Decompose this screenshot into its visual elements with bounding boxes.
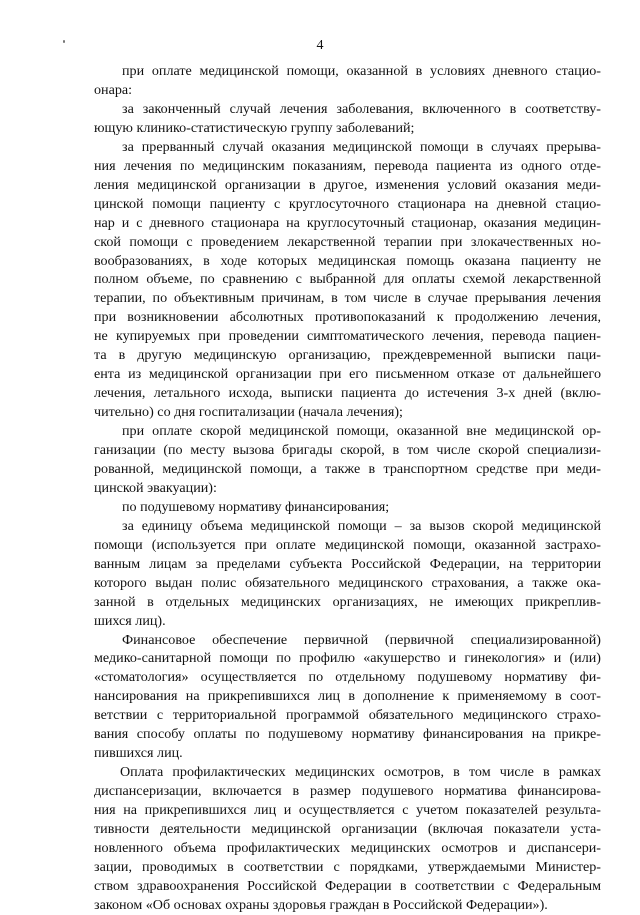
text-line: ветствии с территориальной программой обязательного медицинского страхо- bbox=[94, 707, 601, 724]
text-line: ской помощи с проведением лекарственной терапии при злокачественных но- bbox=[94, 233, 601, 250]
text-line: тивности деятельности медицинской организации (включая показатели уста- bbox=[94, 821, 601, 837]
text-line: ганизации (по месту вызова бригады скорой, в том числе скорой специализи- bbox=[94, 442, 601, 458]
text-line: диспансеризации, включается в размер подушевого норматива финансирова- bbox=[94, 783, 601, 800]
text-line: новленного объема профилактических медицинских осмотров и диспансери- bbox=[94, 839, 601, 856]
text-line: полном объеме, по сравнению с выбранной для оплаты схемой лекарственной bbox=[94, 271, 601, 288]
text-line: за единицу объема медицинской помощи – за вызов скорой медицинской bbox=[122, 517, 601, 534]
text-line: ющую клинико-статистическую группу заболеваний; bbox=[94, 119, 415, 136]
text-line: за законченный случай лечения заболевания, включенного в соответству- bbox=[122, 100, 601, 117]
text-line: ния лечения по медицинским показаниям, перевода пациента из одного отде- bbox=[94, 157, 601, 174]
text-line: онара: bbox=[94, 82, 133, 98]
text-line: шихся лиц). bbox=[94, 612, 166, 629]
text-line: ством здравоохранения Российской Федерации в соответствии с Федеральным bbox=[94, 877, 601, 894]
text-line: ванным лицам за пределами субъекта Российской Федерации, на территории bbox=[94, 555, 601, 572]
page-number: 4 bbox=[316, 38, 324, 53]
text-line: терапии, по объективным причинам, в том числе в случае прерывания лечения bbox=[94, 290, 601, 307]
text-line: не купируемых при проведении симптоматического лечения, перевода пациен- bbox=[94, 328, 601, 345]
text-line: при оплате медицинской помощи, оказанной в условиях дневного стацио- bbox=[122, 63, 601, 79]
text-line: которого выдан полис обязательного медицинского страхования, а также ока- bbox=[94, 574, 601, 591]
text-line: чительно) со дня госпитализации (начала лечения); bbox=[94, 404, 403, 421]
text-line: по подушевому нормативу финансирования; bbox=[122, 498, 390, 515]
text-line: вания способу оплаты по подушевому нормативу финансирования на прикре- bbox=[94, 726, 601, 743]
text-line: при оплате скорой медицинской помощи, оказанной вне медицинской ор- bbox=[122, 423, 601, 440]
scan-artifact bbox=[63, 40, 65, 43]
text-line: нар и с дневного стационара на круглосуточный стационар, оказания медицин- bbox=[94, 214, 601, 231]
text-line: при возникновении абсолютных противопоказаний к продолжению лечения, bbox=[94, 309, 601, 326]
text-line: та в другую медицинскую организацию, преждевременной выписки паци- bbox=[94, 347, 601, 364]
text-line: законом «Об основах охраны здоровья граждан в Российской Федерации»). bbox=[94, 896, 548, 913]
text-line: цинской эвакуации): bbox=[94, 479, 217, 496]
text-line: за прерванный случай оказания медицинской помощи в случаях прерыва- bbox=[122, 138, 601, 155]
text-line: медико-санитарной помощи по профилю «акушерство и гинекология» и (или) bbox=[94, 650, 601, 667]
text-line: пившихся лиц. bbox=[94, 745, 183, 762]
text-line: «стоматология» осуществляется по отдельному подушевому нормативу фи- bbox=[94, 669, 601, 686]
text-line: зации, проводимых в соответствии с порядками, утверждаемыми Министер- bbox=[94, 858, 601, 875]
text-line: рованной, медицинской помощи, а также в транспортном средстве при меди- bbox=[94, 460, 601, 477]
text-line: цинской помощи пациенту с круглосуточного стационара на дневной стацио- bbox=[94, 195, 601, 212]
text-line: занной в отдельных медицинских организациях, не имеющих прикреплив- bbox=[94, 593, 601, 610]
text-line: лечения, летального исхода, выписки пациента до истечения 3-х дней (вклю- bbox=[94, 385, 601, 402]
text-line: ента из медицинской организации при его письменном отказе от дальнейшего bbox=[94, 366, 601, 383]
text-line: Оплата профилактических медицинских осмотров, в том числе в рамках bbox=[120, 764, 601, 781]
text-line: вообразованиях, в ходе которых медицинская помощь оказана пациенту не bbox=[94, 252, 601, 269]
text-line: Финансовое обеспечение первичной (первичной специализированной) bbox=[122, 631, 601, 648]
text-line: ния на прикрепившихся лиц и осуществляется с учетом показателей результа- bbox=[94, 802, 601, 818]
text-line: помощи (используется при оплате медицинской помощи, оказанной застрахо- bbox=[94, 536, 601, 553]
text-line: ления медицинской организации в другое, изменения условий оказания меди- bbox=[94, 176, 601, 193]
text-line: нансирования на прикрепившихся лиц в дополнение к применяемому в соот- bbox=[94, 688, 601, 705]
